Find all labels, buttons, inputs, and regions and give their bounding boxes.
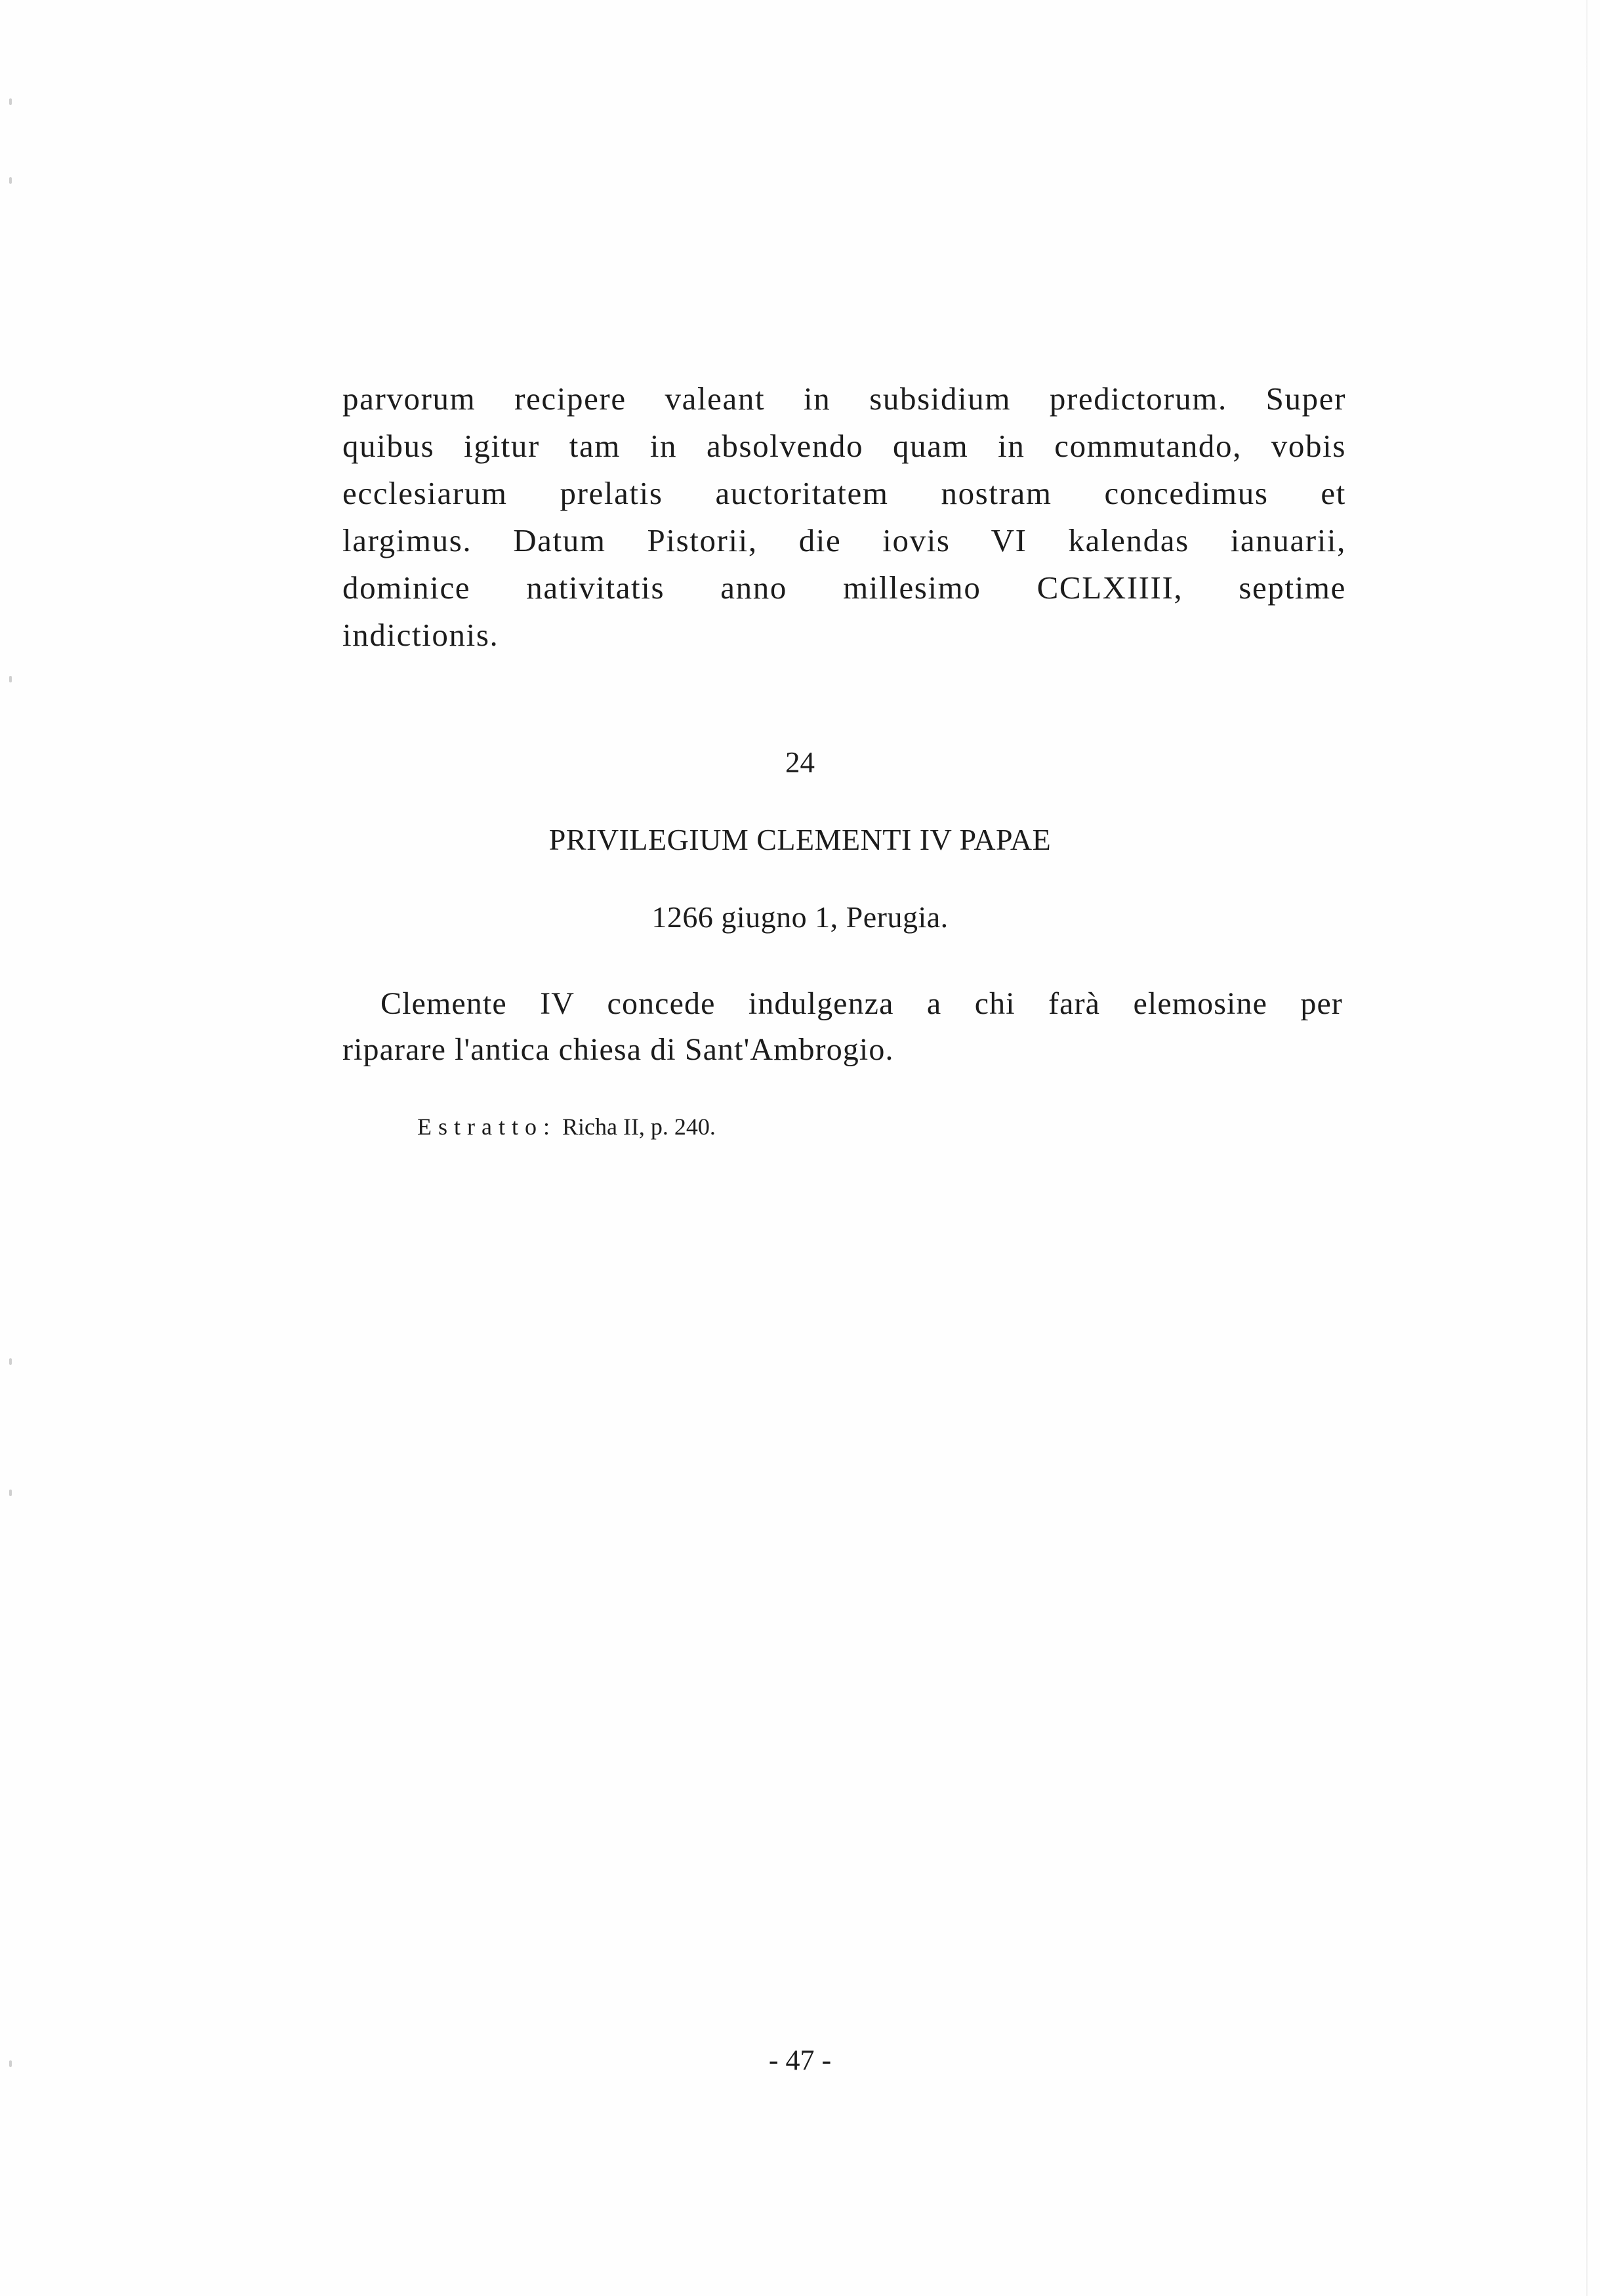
body-line: quibus igitur tam in absolvendo quam in commutando, vobis [342,428,1346,464]
body-line: largimus. Datum Pistorii, die iovis VI kalendas ianuarii, [342,522,1346,558]
regesto-line: riparare l'antica chiesa di Sant'Ambrogio. [342,1032,894,1067]
scan-speck [9,177,12,184]
scan-speck [9,1490,12,1496]
scan-speck [9,98,12,105]
body-line: indictionis. [342,617,499,653]
document-title: PRIVILEGIUM CLEMENTI IV PAPAE [548,823,1052,856]
source-label: Estratto: [417,1114,556,1140]
page-number: - 47 - [768,2044,832,2076]
scan-speck [9,676,12,682]
document-date: 1266 giugno 1, Perugia. [651,900,949,934]
source-note [417,1110,716,1143]
scan-speck [9,1358,12,1365]
regesto-line: Clemente IV concede indulgenza a chi farà elemosine per [380,986,1343,1021]
source-value: Richa II, p. 240. [562,1114,716,1140]
scan-edge [1586,0,1588,2296]
body-line: parvorum recipere valeant in subsidium predictorum. Super [342,381,1346,417]
body-line: ecclesiarum prelatis auctoritatem nostram concedimus et [342,475,1346,511]
body-text [342,375,1346,659]
body-line: dominice nativitatis anno millesimo CCLXIIII, septime [342,570,1346,606]
document-number: 24 [785,746,815,779]
regesto-summary [342,981,1343,1073]
